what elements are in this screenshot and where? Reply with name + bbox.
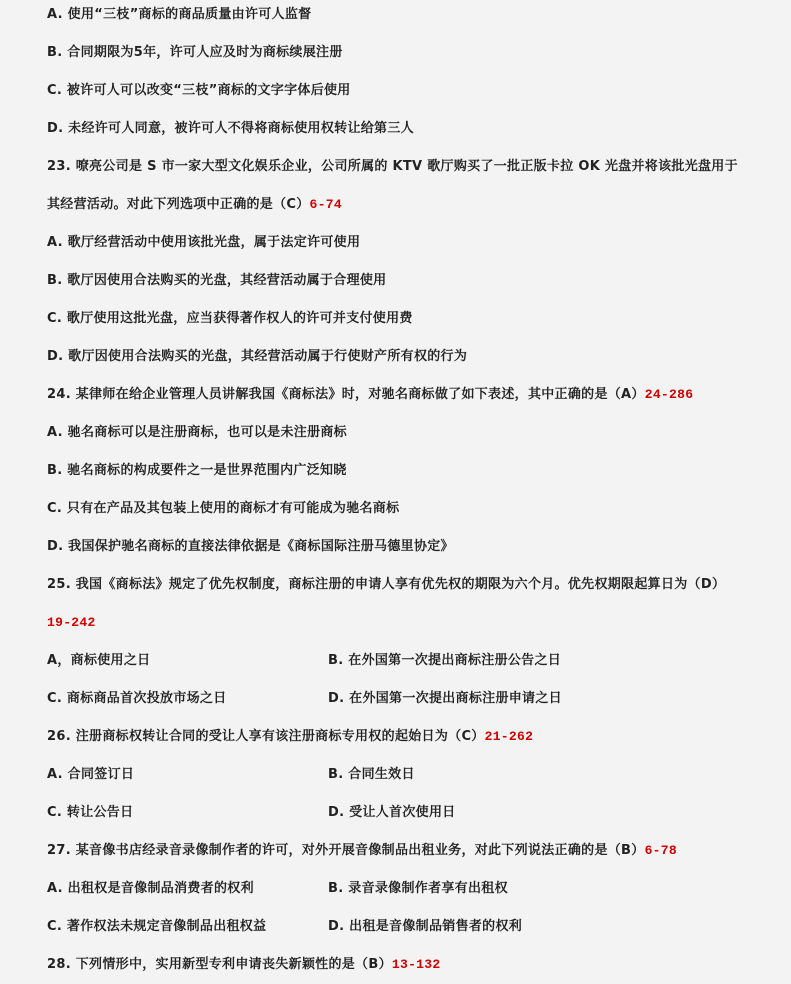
option-row	[47, 870, 508, 908]
text-line	[47, 946, 440, 984]
text-line	[47, 414, 347, 452]
text-line	[47, 300, 413, 338]
line-text: D. 未经许可人同意，被许可人不得将商标使用权转让给第三人	[47, 121, 414, 136]
text-line	[47, 832, 677, 870]
line-text: C. 只有在产品及其包装上使用的商标才有可能成为驰名商标	[47, 501, 400, 516]
text-line	[47, 604, 96, 642]
line-text: A，商标使用之日	[47, 653, 151, 668]
option-second-column: B. 录音录像制作者享有出租权	[328, 881, 508, 896]
line-text: 其经营活动。对此下列选项中正确的是（C）	[47, 197, 310, 212]
text-line	[47, 262, 386, 300]
line-text: C. 转让公告日	[47, 805, 134, 820]
option-second-column: D. 出租是音像制品销售者的权利	[328, 919, 523, 934]
option-second-column: B. 合同生效日	[328, 767, 415, 782]
option-second-column: D. 在外国第一次提出商标注册申请之日	[328, 691, 562, 706]
text-line	[47, 490, 399, 528]
line-text: 28. 下列情形中，实用新型专利申请丧失新颖性的是（B）	[47, 957, 392, 972]
page-reference: 19-242	[47, 615, 96, 630]
line-text: D. 我国保护驰名商标的直接法律依据是《商标国际注册马德里协定》	[47, 539, 454, 554]
text-line	[47, 72, 351, 110]
page-reference: 21-262	[484, 729, 534, 744]
option-row	[47, 908, 523, 946]
text-line	[47, 34, 343, 72]
option-row	[47, 794, 456, 832]
line-text: B. 驰名商标的构成要件之一是世界范围内广泛知晓	[47, 463, 347, 478]
text-line	[47, 528, 454, 566]
line-text: A. 使用“三枝”商标的商品质量由许可人监督	[47, 7, 312, 22]
text-line	[47, 224, 360, 262]
line-text: 25. 我国《商标法》规定了优先权制度，商标注册的申请人享有优先权的期限为六个月。优先权期限起算日为（D）	[47, 577, 726, 592]
text-line	[47, 0, 311, 34]
line-text: C. 被许可人可以改变“三枝”商标的文字字体后使用	[47, 83, 351, 98]
text-line	[47, 148, 738, 186]
page-reference: 6-78	[644, 843, 677, 858]
line-text: C. 著作权法未规定音像制品出租权益	[47, 919, 267, 934]
page-reference: 6-74	[309, 197, 342, 212]
text-line	[47, 452, 347, 490]
line-text: D. 歌厅因使用合法购买的光盘，其经营活动属于行使财产所有权的行为	[47, 349, 468, 364]
line-text: B. 合同期限为5年，许可人应及时为商标续展注册	[47, 45, 343, 60]
text-line	[47, 110, 414, 148]
line-text: C. 商标商品首次投放市场之日	[47, 691, 227, 706]
line-text: A. 驰名商标可以是注册商标，也可以是未注册商标	[47, 425, 347, 440]
line-text: A. 歌厅经营活动中使用该批光盘，属于法定许可使用	[47, 235, 361, 250]
line-text: 24. 某律师在给企业管理人员讲解我国《商标法》时，对驰名商标做了如下表述，其中正确的是（A）	[47, 387, 645, 402]
text-line	[47, 718, 533, 756]
line-text: A. 出租权是音像制品消费者的权利	[47, 881, 254, 896]
line-text: B. 歌厅因使用合法购买的光盘，其经营活动属于合理使用	[47, 273, 387, 288]
option-second-column: D. 受让人首次使用日	[328, 805, 456, 820]
line-text: 23. 嘹亮公司是 S 市一家大型文化娱乐企业，公司所属的 KTV 歌厅购买了一批正版卡拉 OK 光盘并将该批光盘用于	[47, 159, 738, 174]
text-line	[47, 566, 725, 604]
option-row	[47, 756, 415, 794]
line-text: C. 歌厅使用这批光盘，应当获得著作权人的许可并支付使用费	[47, 311, 413, 326]
text-line	[47, 376, 693, 414]
line-text: 26. 注册商标权转让合同的受让人享有该注册商标专用权的起始日为（C）	[47, 729, 485, 744]
page-reference: 24-286	[644, 387, 694, 402]
text-line	[47, 186, 342, 224]
option-row	[47, 642, 562, 680]
option-second-column: B. 在外国第一次提出商标注册公告之日	[328, 653, 562, 668]
text-line	[47, 338, 467, 376]
line-text: 27. 某音像书店经录音录像制作者的许可，对外开展音像制品出租业务，对此下列说法正确的是（B）	[47, 843, 645, 858]
line-text: A. 合同签订日	[47, 767, 135, 782]
page-reference: 13-132	[391, 957, 441, 972]
option-row	[47, 680, 562, 718]
